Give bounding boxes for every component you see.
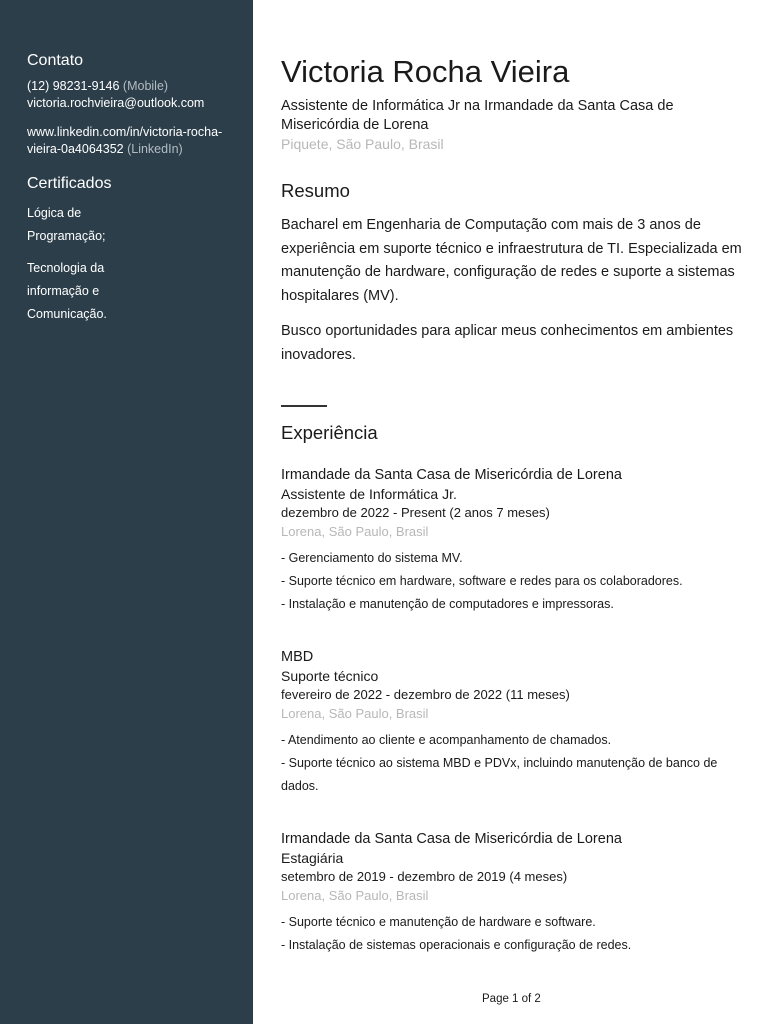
email-link[interactable]: victoria.rochvieira@outlook.com <box>27 96 205 110</box>
page-number: Page 1 of 2 <box>482 993 541 1005</box>
job-bullet: - Suporte técnico ao sistema MBD e PDVx, incluindo manutenção de banco de dados. <box>281 756 718 793</box>
job-location: Lorena, São Paulo, Brasil <box>281 888 429 903</box>
job-bullet: - Instalação de sistemas operacionais e configuração de redes. <box>281 938 632 952</box>
linkedin-label: (LinkedIn) <box>127 142 183 156</box>
job-bullet: - Atendimento ao cliente e acompanhamento de chamados. <box>281 733 612 747</box>
linkedin-link-line2[interactable]: vieira-0a4064352 <box>27 142 124 156</box>
job-entry <box>281 829 751 957</box>
linkedin-line2 <box>27 141 239 158</box>
job-bullet: - Suporte técnico em hardware, software e redes para os colaboradores. <box>281 574 683 588</box>
certificate-item <box>27 202 239 248</box>
experience-heading: Experiência <box>281 422 378 443</box>
person-location: Piquete, São Paulo, Brasil <box>281 136 444 152</box>
job-bullet: - Gerenciamento do sistema MV. <box>281 551 463 565</box>
summary-heading: Resumo <box>281 180 350 201</box>
main-content <box>281 0 751 1024</box>
phone-label: (Mobile) <box>122 79 169 93</box>
headline-line: Misericórdia de Lorena <box>281 117 429 133</box>
job-bullet: - Instalação e manutenção de computadores e impressoras. <box>281 597 614 611</box>
job-title: Suporte técnico <box>281 668 379 684</box>
contact-heading: Contato <box>27 52 84 69</box>
job-location: Lorena, São Paulo, Brasil <box>281 524 429 539</box>
headline <box>281 97 751 154</box>
person-name: Victoria Rocha Vieira <box>281 54 570 89</box>
linkedin-link-line1[interactable]: www.linkedin.com/in/victoria-rocha- <box>27 125 223 139</box>
job-title: Assistente de Informática Jr. <box>281 486 457 502</box>
certificate-line: informação e <box>27 284 100 298</box>
job-entry <box>281 647 751 798</box>
phone-line <box>27 78 239 95</box>
summary-paragraph: Busco oportunidades para aplicar meus conhecimentos em ambientes inovadores. <box>281 323 734 363</box>
linkedin-info <box>27 124 239 158</box>
job-company: Irmandade da Santa Casa de Misericórdia de Lorena <box>281 831 622 847</box>
job-dates: dezembro de 2022 - Present (2 anos 7 meses) <box>281 505 550 520</box>
job-dates: setembro de 2019 - dezembro de 2019 (4 meses) <box>281 869 568 884</box>
job-entry <box>281 465 751 616</box>
job-company: MBD <box>281 649 314 665</box>
job-bullet: - Suporte técnico e manutenção de hardware e software. <box>281 915 596 929</box>
job-dates: fevereiro de 2022 - dezembro de 2022 (11 meses) <box>281 687 570 702</box>
phone-number: (12) 98231-9146 <box>27 79 120 93</box>
sidebar <box>0 0 253 1024</box>
certificates-heading: Certificados <box>27 175 112 192</box>
job-company: Irmandade da Santa Casa de Misericórdia de Lorena <box>281 467 622 483</box>
certificate-line: Lógica de <box>27 206 82 220</box>
certificate-item <box>27 257 239 326</box>
section-divider <box>281 405 327 407</box>
job-location: Lorena, São Paulo, Brasil <box>281 706 429 721</box>
summary-paragraph: Bacharel em Engenharia de Computação com mais de 3 anos de experiência em suporte técnico e infraestrutura de TI. Especializada em manutenção de hardware, configuração de redes e suporte a sistemas hospitalares (MV). <box>281 217 742 304</box>
certificate-line: Tecnologia da <box>27 261 105 275</box>
job-title: Estagiária <box>281 850 344 866</box>
contact-info <box>27 78 239 112</box>
summary-text <box>281 214 751 379</box>
headline-line: Assistente de Informática Jr na Irmandade da Santa Casa de <box>281 98 674 114</box>
certificate-line: Comunicação. <box>27 307 107 321</box>
certificate-line: Programação; <box>27 229 106 243</box>
